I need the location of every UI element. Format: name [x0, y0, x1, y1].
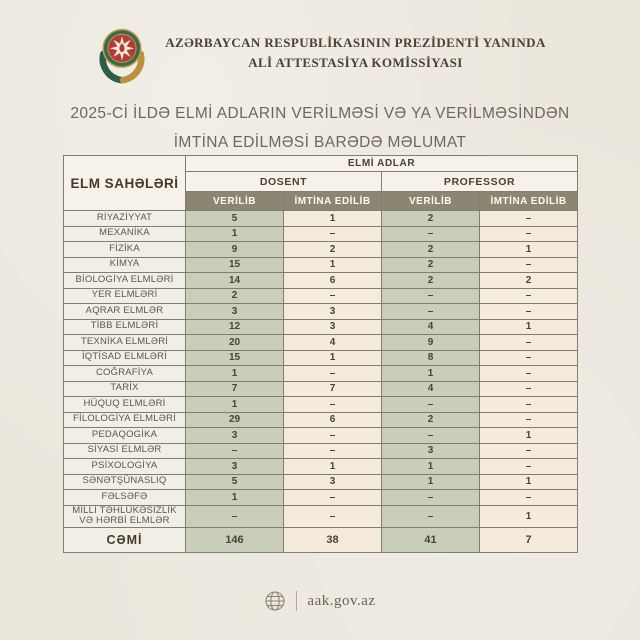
table-row [64, 273, 578, 289]
table-row [64, 288, 578, 304]
value-cell: 1 [480, 319, 578, 335]
value-cell: – [480, 381, 578, 397]
value-cell: 3 [186, 428, 284, 444]
value-cell: – [382, 304, 480, 320]
science-field-label: AQRAR ELMLƏR [64, 304, 186, 320]
value-cell: 29 [186, 412, 284, 428]
value-cell: – [284, 428, 382, 444]
value-cell: 3 [284, 319, 382, 335]
org-name-line1: AZƏRBAYCAN RESPUBLİKASININ PREZİDENTİ YANINDA [165, 34, 546, 50]
value-cell: – [480, 490, 578, 506]
subgroup-header-dosent: DOSENT [186, 172, 382, 192]
total-dosent-verilib: 146 [186, 528, 284, 553]
value-cell: 12 [186, 319, 284, 335]
value-cell: – [382, 226, 480, 242]
value-header-dosent-imtina: İMTİNA EDİLİB [284, 192, 382, 211]
value-cell: 2 [382, 273, 480, 289]
table-row [64, 505, 578, 528]
science-field-label: YER ELMLƏRİ [64, 288, 186, 304]
value-cell: – [480, 288, 578, 304]
table-row [64, 304, 578, 320]
science-field-label: TİBB ELMLƏRİ [64, 319, 186, 335]
science-field-label: TARİX [64, 381, 186, 397]
value-header-professor-imtina: İMTİNA EDİLİB [480, 192, 578, 211]
page-title [0, 100, 640, 157]
value-cell: – [186, 505, 284, 528]
value-cell: 9 [382, 335, 480, 351]
science-field-label: HÜQUQ ELMLƏRİ [64, 397, 186, 413]
total-dosent-imtina: 38 [284, 528, 382, 553]
value-cell: 2 [382, 211, 480, 227]
value-cell: – [382, 288, 480, 304]
value-cell: – [284, 397, 382, 413]
value-cell: 1 [284, 211, 382, 227]
value-cell: – [480, 366, 578, 382]
science-titles-table [63, 155, 578, 553]
page-title-line1: 2025-Cİ İLDƏ ELMİ ADLARIN VERİLMƏSİ VƏ YA VERİLMƏSİNDƏN [70, 105, 570, 122]
table-row [64, 366, 578, 382]
value-cell: – [480, 397, 578, 413]
table-row [64, 226, 578, 242]
table-row [64, 474, 578, 490]
value-cell: 3 [186, 304, 284, 320]
value-cell: – [284, 366, 382, 382]
table-row [64, 397, 578, 413]
value-cell: – [480, 443, 578, 459]
group-header-elmi-adlar: ELMİ ADLAR [186, 156, 578, 172]
value-cell: – [284, 443, 382, 459]
value-cell: 3 [186, 459, 284, 475]
science-field-label: PSİXOLOGİYA [64, 459, 186, 475]
science-field-label: FİZİKA [64, 242, 186, 258]
value-cell: 5 [186, 211, 284, 227]
science-field-label: MEXANİKA [64, 226, 186, 242]
science-field-label: PEDAQOGİKA [64, 428, 186, 444]
science-field-label: KİMYA [64, 257, 186, 273]
value-cell: – [480, 257, 578, 273]
value-cell: 1 [186, 490, 284, 506]
value-cell: 2 [284, 242, 382, 258]
value-cell: – [284, 505, 382, 528]
value-cell: 4 [382, 319, 480, 335]
science-field-label: SİYASİ ELMLƏR [64, 443, 186, 459]
total-label: CƏMİ [64, 528, 186, 553]
value-cell: – [480, 412, 578, 428]
table-row [64, 211, 578, 227]
value-cell: 9 [186, 242, 284, 258]
value-cell: 1 [186, 397, 284, 413]
value-cell: 2 [382, 257, 480, 273]
value-cell: 1 [382, 366, 480, 382]
website-url: aak.gov.az [307, 592, 376, 609]
footer-divider [296, 591, 297, 611]
value-cell: – [480, 304, 578, 320]
value-cell: 1 [480, 242, 578, 258]
value-cell: – [382, 397, 480, 413]
science-field-label: SƏNƏTŞÜNASLIQ [64, 474, 186, 490]
value-cell: 2 [186, 288, 284, 304]
science-field-label: FİLOLOGİYA ELMLƏRİ [64, 412, 186, 428]
org-header [0, 22, 640, 84]
value-cell: – [382, 505, 480, 528]
table-row [64, 242, 578, 258]
science-field-label: İQTİSAD ELMLƏRİ [64, 350, 186, 366]
value-cell: 1 [284, 350, 382, 366]
value-cell: – [382, 428, 480, 444]
value-cell: 6 [284, 273, 382, 289]
value-cell: 1 [382, 459, 480, 475]
science-field-label: COĞRAFİYA [64, 366, 186, 382]
total-row [64, 528, 578, 553]
value-cell: 3 [382, 443, 480, 459]
value-cell: – [284, 226, 382, 242]
value-cell: – [480, 350, 578, 366]
site-footer [0, 590, 640, 612]
value-cell: 3 [284, 474, 382, 490]
value-cell: 1 [480, 505, 578, 528]
table-row [64, 459, 578, 475]
table-row [64, 335, 578, 351]
table-row [64, 381, 578, 397]
table-row [64, 350, 578, 366]
table-row [64, 443, 578, 459]
globe-icon [264, 590, 286, 612]
value-cell: – [480, 459, 578, 475]
table-row [64, 319, 578, 335]
value-cell: 1 [186, 226, 284, 242]
value-cell: – [480, 335, 578, 351]
value-cell: 2 [382, 412, 480, 428]
value-cell: 3 [284, 304, 382, 320]
value-cell: 20 [186, 335, 284, 351]
science-field-label: MİLLİ TƏHLÜKƏSİZLİK VƏ HƏRBİ ELMLƏR [64, 505, 186, 528]
value-header-professor-verilib: VERİLİB [382, 192, 480, 211]
value-cell: – [284, 490, 382, 506]
science-field-label: RİYAZİYYAT [64, 211, 186, 227]
value-cell: 1 [186, 366, 284, 382]
value-cell: 1 [480, 474, 578, 490]
total-professor-imtina: 7 [480, 528, 578, 553]
table-row [64, 428, 578, 444]
org-name-line2: ALİ ATTESTASİYA KOMİSSİYASI [248, 55, 463, 70]
table-row [64, 257, 578, 273]
value-cell: – [284, 288, 382, 304]
value-cell: 7 [284, 381, 382, 397]
value-cell: 2 [480, 273, 578, 289]
value-cell: 8 [382, 350, 480, 366]
value-cell: 1 [284, 459, 382, 475]
value-cell: 6 [284, 412, 382, 428]
science-field-label: TEXNİKA ELMLƏRİ [64, 335, 186, 351]
value-cell: 4 [284, 335, 382, 351]
value-cell: – [480, 226, 578, 242]
org-name [165, 33, 545, 73]
column-header-science-fields: ELM SAHƏLƏRİ [64, 156, 186, 211]
science-field-label: FƏLSƏFƏ [64, 490, 186, 506]
value-cell: 1 [480, 428, 578, 444]
value-cell: 5 [186, 474, 284, 490]
value-cell: – [382, 490, 480, 506]
page-title-line2: İMTİNA EDİLMƏSİ BARƏDƏ MƏLUMAT [173, 133, 467, 151]
value-cell: 1 [284, 257, 382, 273]
value-cell: 2 [382, 242, 480, 258]
value-header-dosent-verilib: VERİLİB [186, 192, 284, 211]
value-cell: 14 [186, 273, 284, 289]
subgroup-header-professor: PROFESSOR [382, 172, 578, 192]
value-cell: 7 [186, 381, 284, 397]
value-cell: – [480, 211, 578, 227]
value-cell: 15 [186, 350, 284, 366]
value-cell: 4 [382, 381, 480, 397]
value-cell: 1 [382, 474, 480, 490]
value-cell: – [186, 443, 284, 459]
table-row [64, 490, 578, 506]
value-cell: 15 [186, 257, 284, 273]
azerbaijan-state-emblem-logo [94, 22, 150, 84]
science-field-label: BİOLOGİYA ELMLƏRİ [64, 273, 186, 289]
total-professor-verilib: 41 [382, 528, 480, 553]
table-row [64, 412, 578, 428]
